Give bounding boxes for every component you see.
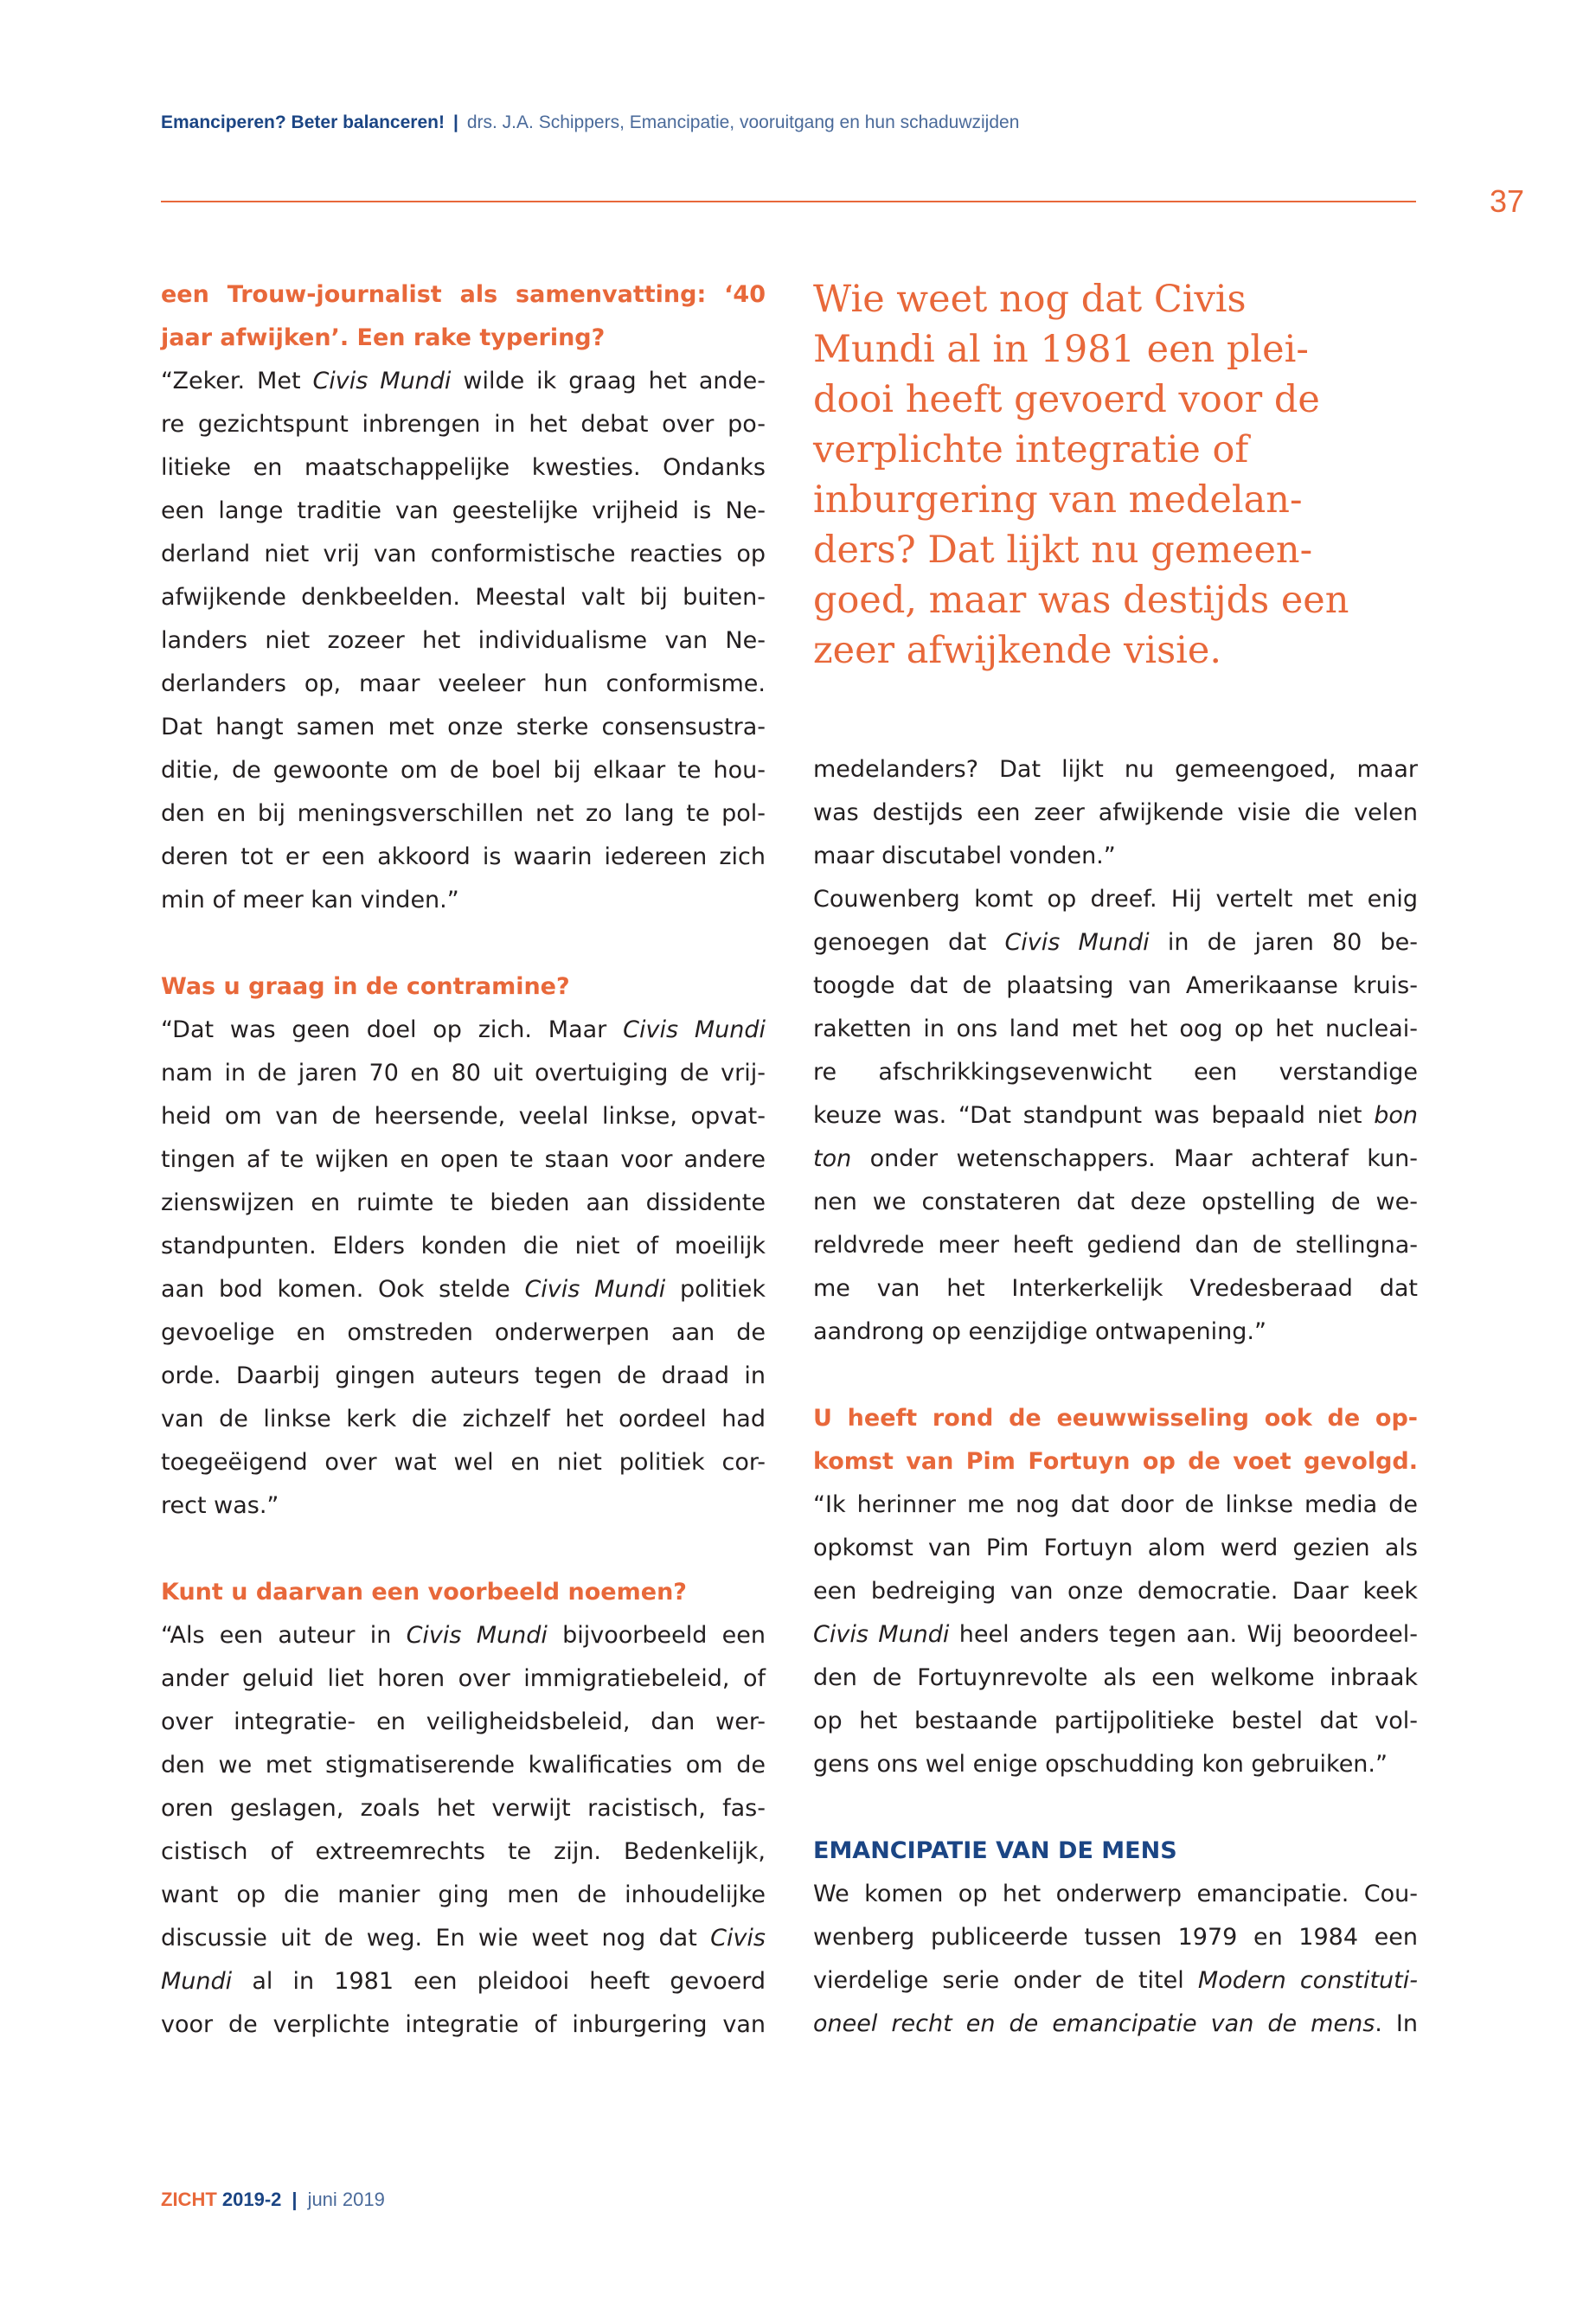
- italic-title: Civis Mundi: [813, 1621, 950, 1648]
- text-line: “Ik herinner me nog dat door de linkse media de: [813, 1491, 1418, 1518]
- paragraph: [161, 1009, 766, 1528]
- text-line: genoegen dat Civis Mundi in de jaren 80 be-: [813, 929, 1418, 956]
- footer-separator: |: [292, 2189, 298, 2210]
- italic-title: Civis Mundi: [1004, 929, 1150, 956]
- text-line: discussie uit de weg. En wie weet nog dat Civis: [161, 1925, 766, 1952]
- pull-quote-line: goed, maar was destijds een: [813, 579, 1349, 622]
- paragraph-spacer: [161, 922, 766, 965]
- issue-number: 2019-2: [221, 2189, 282, 2210]
- italic-title: ton: [813, 1145, 852, 1172]
- pull-quote-line: inburgering van medelan-: [813, 478, 1303, 522]
- text-line: me van het Interkerkelijk Vredesberaad dat: [813, 1275, 1418, 1302]
- text-line: den en bij meningsverschillen net zo lang te pol-: [161, 800, 766, 827]
- text-line: voor de verplichte integratie of inburgering van: [161, 2011, 766, 2038]
- italic-title: bon: [1374, 1102, 1418, 1129]
- pull-quote: [813, 274, 1419, 676]
- text-line: jaar afwijken’. Een rake typering?: [161, 324, 606, 351]
- italic-title: Civis: [710, 1925, 766, 1952]
- text-line: van de linkse kerk die zichzelf het oordeel had: [161, 1406, 766, 1433]
- pull-quote-line: dooi heeft gevoerd voor de: [813, 378, 1320, 421]
- paragraph: [813, 748, 1418, 878]
- pull-quote-line: Wie weet nog dat Civis: [813, 278, 1247, 321]
- text-line: oneel recht en de emancipatie van de mens. In: [813, 2010, 1418, 2037]
- text-line: want op die manier ging men de inhoudelijke: [161, 1881, 766, 1908]
- section-heading: [813, 1830, 1418, 1873]
- text-line: “Zeker. Met Civis Mundi wilde ik graag het ande-: [161, 368, 766, 394]
- text-line: nen we constateren dat deze opstelling de we-: [813, 1189, 1418, 1215]
- series-title: Emanciperen? Beter balanceren!: [161, 112, 445, 132]
- text-line: derlanders op, maar veeleer hun conformisme.: [161, 670, 766, 697]
- text-line: Was u graag in de contramine?: [161, 973, 570, 1000]
- pull-quote-line: verplichte integratie of: [813, 428, 1249, 471]
- paragraph: [813, 878, 1418, 1354]
- italic-title: Civis Mundi: [406, 1622, 548, 1649]
- text-line: vierdelige serie onder de titel Modern constituti-: [813, 1967, 1418, 1994]
- text-line: re gezichtspunt inbrengen in het debat over po-: [161, 411, 766, 438]
- text-line: “Als een auteur in Civis Mundi bijvoorbeeld een: [161, 1622, 766, 1649]
- text-line: maar discutabel vonden.”: [813, 843, 1116, 869]
- text-line: “Dat was geen doel op zich. Maar Civis Mundi: [161, 1016, 766, 1043]
- running-header: [161, 112, 1019, 133]
- text-line: een bedreiging van onze democratie. Daar keek: [813, 1578, 1418, 1605]
- paragraph: [161, 1614, 766, 2047]
- text-line: orde. Daarbij gingen auteurs tegen de draad in: [161, 1362, 766, 1389]
- italic-title: oneel recht en de emancipatie van de mens: [813, 2010, 1375, 2037]
- text-line: derland niet vrij van conformistische reacties op: [161, 541, 766, 567]
- text-line: Mundi al in 1981 een pleidooi heeft gevoerd: [161, 1968, 766, 1995]
- paragraph-spacer: [813, 1354, 1418, 1397]
- italic-title: Modern constituti-: [1197, 1967, 1418, 1994]
- text-line: nam in de jaren 70 en 80 uit overtuiging de vrij-: [161, 1060, 766, 1086]
- page-number: 37: [1490, 183, 1525, 219]
- text-line: wenberg publiceerde tussen 1979 en 1984 een: [813, 1924, 1418, 1951]
- text-line: re afschrikkingsevenwicht een verstandige: [813, 1059, 1418, 1086]
- text-line: deren tot er een akkoord is waarin iedereen zich: [161, 843, 766, 870]
- text-line: een lange traditie van geestelijke vrijheid is Ne-: [161, 497, 766, 524]
- text-line: een Trouw-journalist als samenvatting: ‘40: [161, 281, 766, 308]
- right-column: [813, 748, 1418, 2046]
- text-line: den de Fortuynrevolte als een welkome inbraak: [813, 1664, 1418, 1691]
- text-line: heid om van de heersende, veelal linkse, opvat-: [161, 1103, 766, 1130]
- text-line: op het bestaande partijpolitieke bestel dat vol-: [813, 1708, 1418, 1734]
- text-line: reldvrede meer heeft gediend dan de stellingna-: [813, 1232, 1418, 1259]
- text-line: gens ons wel enige opschudding kon gebruiken.”: [813, 1751, 1388, 1778]
- italic-title: Civis Mundi: [312, 368, 452, 394]
- paragraph: [813, 1484, 1418, 1786]
- left-column: [161, 273, 766, 2047]
- text-line: aandrong op eenzijdige ontwapening.”: [813, 1318, 1266, 1345]
- text-line: min of meer kan vinden.”: [161, 887, 459, 913]
- text-line: toegeëigend over wat wel en niet politiek cor-: [161, 1449, 766, 1476]
- text-line: Couwenberg komt op dreef. Hij vertelt met enig: [813, 886, 1418, 913]
- paragraph-spacer: [813, 1786, 1418, 1830]
- pull-quote-line: ders? Dat lijkt nu gemeen-: [813, 529, 1313, 572]
- text-line: keuze was. “Dat standpunt was bepaald niet bon: [813, 1102, 1418, 1129]
- section-heading: [813, 1397, 1418, 1484]
- text-line: over integratie- en veiligheidsbeleid, dan wer-: [161, 1708, 766, 1735]
- text-line: raketten in ons land met het oog op het nucleai-: [813, 1016, 1418, 1042]
- text-line: was destijds een zeer afwijkende visie die velen: [813, 799, 1418, 826]
- article-subtitle: drs. J.A. Schippers, Emancipatie, vooruitgang en hun schaduwzijden: [466, 112, 1020, 132]
- text-line: standpunten. Elders konden die niet of moeilijk: [161, 1233, 766, 1259]
- text-line: den we met stigmatiserende kwalificaties om de: [161, 1752, 766, 1779]
- italic-title: Mundi: [161, 1968, 233, 1995]
- text-line: tingen af te wijken en open te staan voor andere: [161, 1146, 766, 1173]
- text-line: opkomst van Pim Fortuyn alom werd gezien als: [813, 1535, 1418, 1561]
- text-line: U heeft rond de eeuwwisseling ook de op-: [813, 1405, 1418, 1432]
- paragraph: [161, 360, 766, 922]
- italic-title: Civis Mundi: [524, 1276, 666, 1303]
- header-rule: [161, 201, 1416, 202]
- text-line: rect was.”: [161, 1492, 279, 1519]
- pull-quote-line: Mundi al in 1981 een plei-: [813, 328, 1309, 371]
- text-line: ton onder wetenschappers. Maar achteraf kun-: [813, 1145, 1418, 1172]
- text-line: oren geslagen, zoals het verwijt racistisch, fas-: [161, 1795, 766, 1822]
- text-line: afwijkende denkbeelden. Meestal valt bij buiten-: [161, 584, 766, 611]
- italic-title: Civis Mundi: [623, 1016, 766, 1043]
- section-heading: [161, 965, 766, 1009]
- text-line: toogde dat de plaatsing van Amerikaanse kruis-: [813, 972, 1418, 999]
- header-separator: |: [452, 112, 458, 132]
- text-line: Kunt u daarvan een voorbeeld noemen?: [161, 1579, 687, 1606]
- magazine-name: ZICHT: [161, 2189, 217, 2210]
- text-line: cistisch of extreemrechts te zijn. Bedenkelijk,: [161, 1838, 766, 1865]
- paragraph: [813, 1873, 1418, 2046]
- text-line: komst van Pim Fortuyn op de voet gevolgd.: [813, 1448, 1418, 1475]
- text-line: ander geluid liet horen over immigratiebeleid, of: [161, 1665, 766, 1692]
- text-line: litieke en maatschappelijke kwesties. Ondanks: [161, 454, 766, 481]
- text-line: landers niet zozeer het individualisme van Ne-: [161, 627, 766, 654]
- issue-date: juni 2019: [307, 2189, 385, 2210]
- text-line: medelanders? Dat lijkt nu gemeengoed, maar: [813, 756, 1418, 783]
- text-line: EMANCIPATIE VAN DE MENS: [813, 1837, 1177, 1864]
- text-line: We komen op het onderwerp emancipatie. Cou-: [813, 1881, 1418, 1907]
- pull-quote-line: zeer afwijkende visie.: [813, 629, 1222, 672]
- paragraph-spacer: [161, 1528, 766, 1571]
- section-heading: [161, 1571, 766, 1614]
- footer: [161, 2189, 385, 2211]
- text-line: ditie, de gewoonte om de boel bij elkaar te hou-: [161, 757, 766, 784]
- text-line: Civis Mundi heel anders tegen aan. Wij beoordeel-: [813, 1621, 1418, 1648]
- text-line: zienswijzen en ruimte te bieden aan dissidente: [161, 1189, 766, 1216]
- text-line: aan bod komen. Ook stelde Civis Mundi politiek: [161, 1276, 766, 1303]
- text-line: Dat hangt samen met onze sterke consensustra-: [161, 714, 766, 740]
- text-line: gevoelige en omstreden onderwerpen aan de: [161, 1319, 766, 1346]
- section-heading: [161, 273, 766, 360]
